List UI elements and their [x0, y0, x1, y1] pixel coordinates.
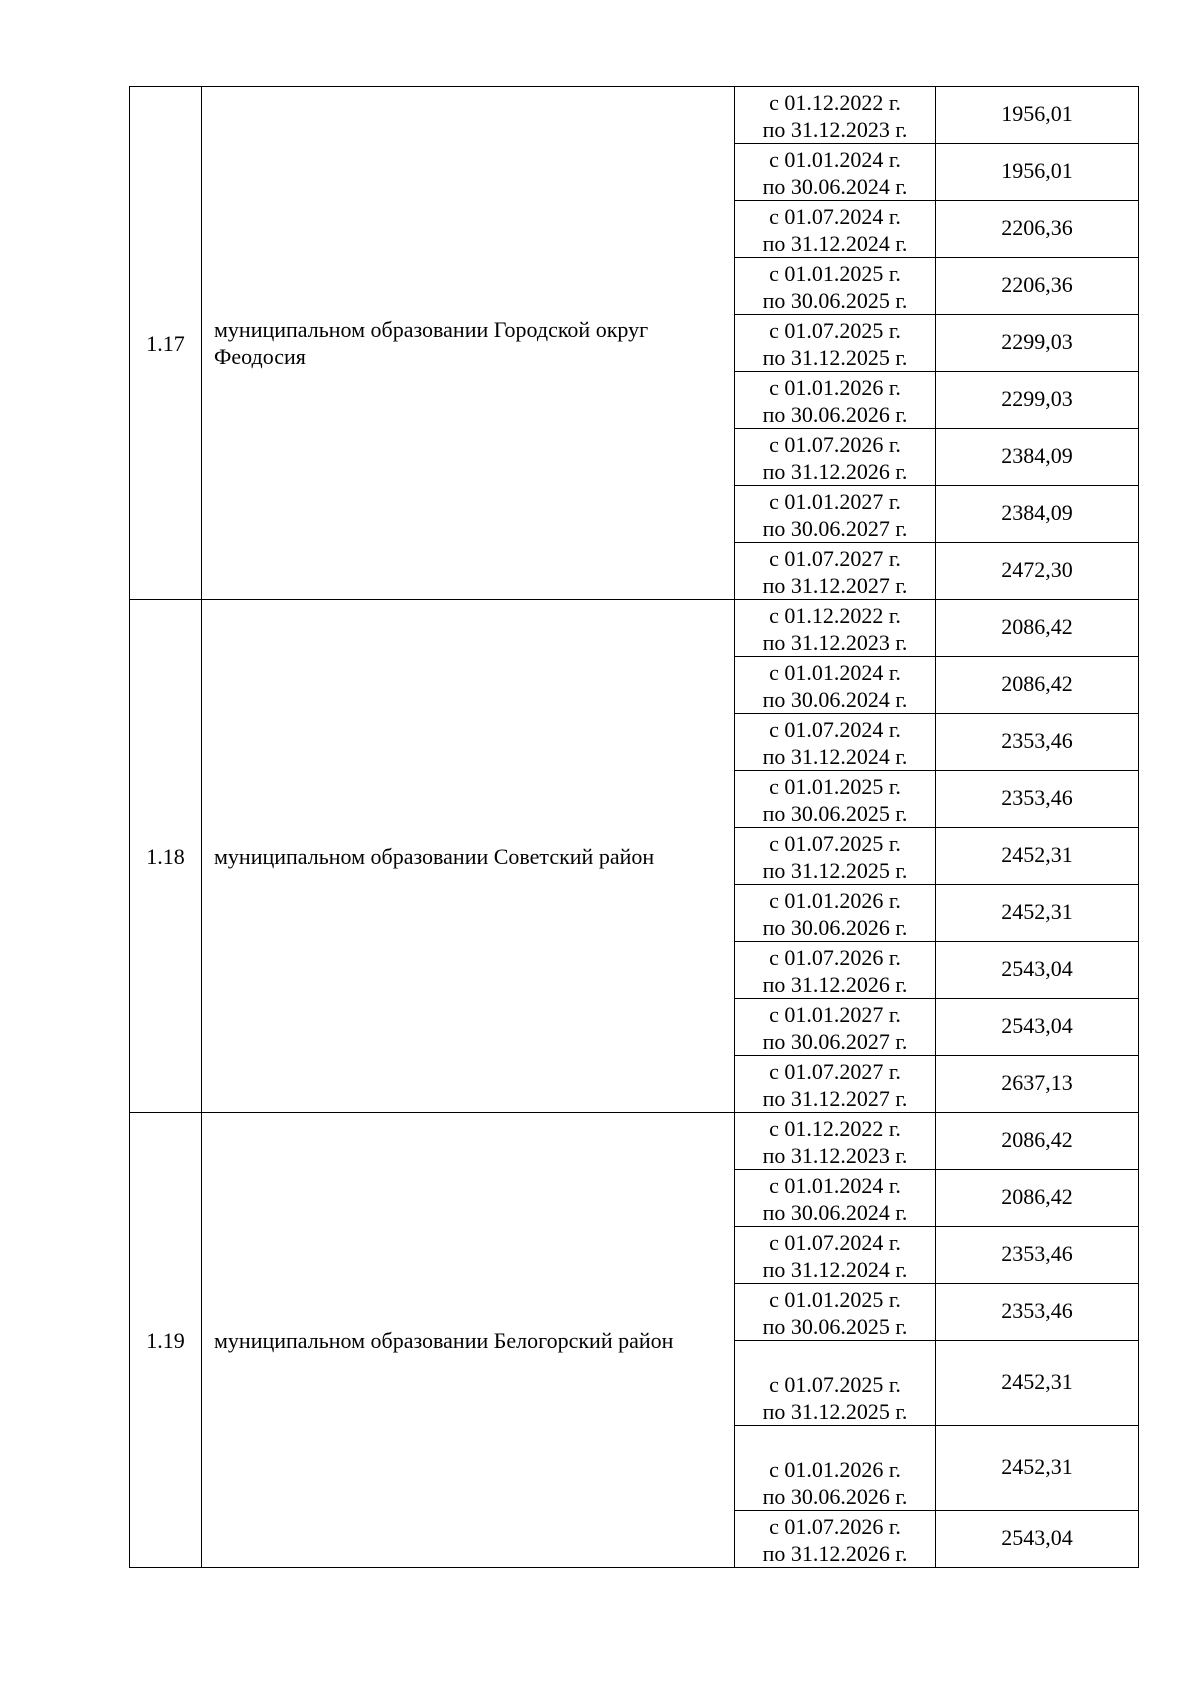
tariff-value: 2452,31: [936, 1426, 1139, 1511]
period-cell: [735, 543, 936, 600]
tariff-value: 2452,31: [936, 885, 1139, 942]
period-to: по 30.06.2024 г.: [762, 687, 908, 712]
period-from: с 01.07.2024 г.: [769, 204, 901, 229]
period-to: по 31.12.2025 г.: [762, 1399, 908, 1424]
period-from: с 01.07.2025 г.: [769, 318, 901, 343]
period-from: с 01.12.2022 г.: [769, 603, 901, 628]
period-cell: [735, 1426, 936, 1511]
period-to: по 30.06.2025 г.: [762, 1314, 908, 1339]
tariff-value: 2353,46: [936, 771, 1139, 828]
tariff-table-body: [130, 87, 1139, 1568]
period-cell: [735, 87, 936, 144]
row-number: 1.19: [130, 1113, 202, 1568]
period-from: с 01.01.2026 г.: [769, 1457, 901, 1482]
period-from: с 01.01.2027 г.: [769, 489, 901, 514]
period-cell: [735, 144, 936, 201]
municipality-name: муниципальном образовании Белогорский район: [202, 1113, 735, 1568]
period-from: с 01.01.2024 г.: [769, 147, 901, 172]
period-from: с 01.07.2026 г.: [769, 945, 901, 970]
table-row: [130, 87, 1139, 144]
period-to: по 30.06.2027 г.: [762, 516, 908, 541]
period-cell: [735, 657, 936, 714]
period-from: с 01.01.2025 г.: [769, 1287, 901, 1312]
period-to: по 31.12.2023 г.: [762, 117, 908, 142]
period-cell: [735, 372, 936, 429]
period-to: по 30.06.2027 г.: [762, 1029, 908, 1054]
period-cell: [735, 315, 936, 372]
period-from: с 01.07.2025 г.: [769, 831, 901, 856]
period-to: по 31.12.2024 г.: [762, 1257, 908, 1282]
municipality-name: муниципальном образовании Советский район: [202, 600, 735, 1113]
period-from: с 01.01.2026 г.: [769, 888, 901, 913]
tariff-value: 2299,03: [936, 315, 1139, 372]
period-to: по 31.12.2026 г.: [762, 459, 908, 484]
period-cell: [735, 486, 936, 543]
period-cell: [735, 771, 936, 828]
tariff-value: 2472,30: [936, 543, 1139, 600]
tariff-value: 2086,42: [936, 600, 1139, 657]
period-to: по 30.06.2026 г.: [762, 915, 908, 940]
period-cell: [735, 1284, 936, 1341]
period-to: по 30.06.2026 г.: [762, 402, 908, 427]
period-to: по 31.12.2025 г.: [762, 858, 908, 883]
period-cell: [735, 1113, 936, 1170]
period-to: по 31.12.2023 г.: [762, 630, 908, 655]
tariff-value: 2384,09: [936, 429, 1139, 486]
period-cell: [735, 885, 936, 942]
tariff-value: 2353,46: [936, 1284, 1139, 1341]
period-cell: [735, 1511, 936, 1568]
period-from: с 01.07.2024 г.: [769, 1230, 901, 1255]
tariff-value: 2543,04: [936, 942, 1139, 999]
tariff-value: 2086,42: [936, 657, 1139, 714]
tariff-value: 2206,36: [936, 201, 1139, 258]
period-cell: [735, 714, 936, 771]
period-cell: [735, 600, 936, 657]
tariff-value: 2543,04: [936, 999, 1139, 1056]
period-from: с 01.12.2022 г.: [769, 1116, 901, 1141]
period-cell: [735, 258, 936, 315]
period-from: с 01.12.2022 г.: [769, 90, 901, 115]
period-to: по 30.06.2025 г.: [762, 801, 908, 826]
period-to: по 31.12.2024 г.: [762, 744, 908, 769]
period-from: с 01.01.2025 г.: [769, 774, 901, 799]
period-cell: [735, 1170, 936, 1227]
row-number: 1.18: [130, 600, 202, 1113]
tariff-value: 2299,03: [936, 372, 1139, 429]
period-from: с 01.07.2027 г.: [769, 546, 901, 571]
period-to: по 31.12.2027 г.: [762, 1086, 908, 1111]
period-to: по 31.12.2026 г.: [762, 1541, 908, 1566]
table-row: [130, 600, 1139, 657]
period-cell: [735, 828, 936, 885]
period-cell: [735, 1227, 936, 1284]
tariff-value: 2086,42: [936, 1170, 1139, 1227]
row-number: 1.17: [130, 87, 202, 600]
period-from: с 01.07.2024 г.: [769, 717, 901, 742]
period-to: по 31.12.2024 г.: [762, 231, 908, 256]
tariff-value: 2384,09: [936, 486, 1139, 543]
period-cell: [735, 429, 936, 486]
period-from: с 01.01.2027 г.: [769, 1002, 901, 1027]
tariff-value: 2452,31: [936, 1341, 1139, 1426]
period-to: по 31.12.2025 г.: [762, 345, 908, 370]
period-to: по 30.06.2025 г.: [762, 288, 908, 313]
period-to: по 30.06.2024 г.: [762, 174, 908, 199]
period-from: с 01.07.2026 г.: [769, 432, 901, 457]
tariff-value: 2353,46: [936, 714, 1139, 771]
period-cell: [735, 999, 936, 1056]
tariff-value: 1956,01: [936, 144, 1139, 201]
period-to: по 31.12.2026 г.: [762, 972, 908, 997]
period-from: с 01.01.2024 г.: [769, 660, 901, 685]
tariff-value: 2206,36: [936, 258, 1139, 315]
period-to: по 30.06.2026 г.: [762, 1484, 908, 1509]
period-to: по 30.06.2024 г.: [762, 1200, 908, 1225]
period-to: по 31.12.2023 г.: [762, 1143, 908, 1168]
table-row: [130, 1113, 1139, 1170]
period-from: с 01.01.2024 г.: [769, 1173, 901, 1198]
municipality-name: муниципальном образовании Городской округ Феодосия: [202, 87, 735, 600]
tariff-value: 2543,04: [936, 1511, 1139, 1568]
period-from: с 01.01.2025 г.: [769, 261, 901, 286]
period-to: по 31.12.2027 г.: [762, 573, 908, 598]
tariff-table: [129, 86, 1139, 1568]
period-from: с 01.07.2027 г.: [769, 1059, 901, 1084]
period-cell: [735, 942, 936, 999]
period-from: с 01.07.2025 г.: [769, 1372, 901, 1397]
period-cell: [735, 201, 936, 258]
tariff-value: 2637,13: [936, 1056, 1139, 1113]
tariff-value: 1956,01: [936, 87, 1139, 144]
tariff-value: 2353,46: [936, 1227, 1139, 1284]
tariff-value: 2452,31: [936, 828, 1139, 885]
period-cell: [735, 1056, 936, 1113]
tariff-value: 2086,42: [936, 1113, 1139, 1170]
period-from: с 01.01.2026 г.: [769, 375, 901, 400]
period-cell: [735, 1341, 936, 1426]
period-from: с 01.07.2026 г.: [769, 1514, 901, 1539]
